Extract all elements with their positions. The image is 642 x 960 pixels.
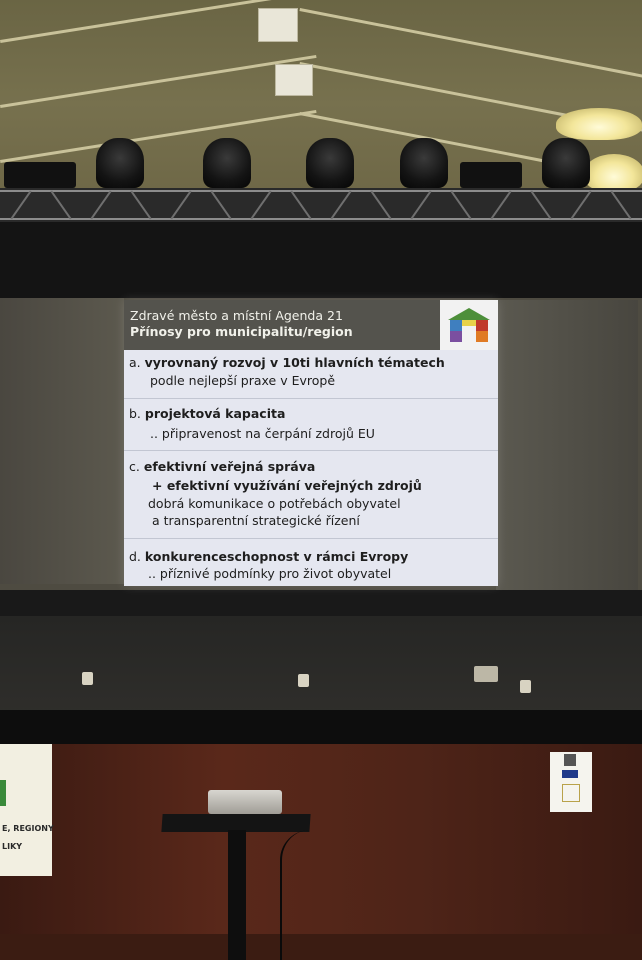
slide-header-title: Zdravé město a místní Agenda 21 [130, 308, 343, 323]
slide-item-marker: c. [129, 459, 140, 474]
slide-item-heading: vyrovnaný rozvoj v 10ti hlavních tématech [144, 355, 445, 370]
truss-brace [50, 191, 71, 220]
slide-header-subtitle: Přínosy pro municipalitu/region [130, 324, 353, 339]
ceiling-lamp [556, 108, 642, 140]
ceiling-fixture [258, 8, 298, 42]
screen-right-area [496, 300, 638, 590]
slide-item-c-text: a transparentní strategické řízení [148, 513, 360, 528]
slide-item-heading: konkurenceschopnost v rámci Evropy [144, 549, 409, 564]
eu-flag-icon [562, 770, 578, 778]
truss-brace [530, 191, 551, 220]
slide-separator [124, 398, 498, 399]
cable [280, 830, 322, 960]
slide-item-d-text: .. příznivé podmínky pro život obyvatel [148, 566, 392, 581]
truss-brace [570, 191, 591, 220]
slide-item-c-title2: + efektivní využívání veřejných zdrojů [152, 478, 422, 493]
slide-item-marker: a. [129, 355, 141, 370]
power-adapter [474, 666, 498, 682]
truss-brace [250, 191, 271, 220]
slide-item-heading: efektivní veřejná správa [143, 459, 316, 474]
slide-separator [124, 450, 498, 451]
stage-light-box [4, 162, 76, 188]
truss-brace [290, 191, 311, 220]
ceiling-beam [299, 8, 642, 80]
truss-brace [210, 191, 231, 220]
stage-edge [0, 710, 642, 746]
stage-light [306, 138, 354, 188]
right-sign [550, 752, 592, 812]
projected-slide [124, 300, 498, 586]
slide-item-b-title [129, 406, 285, 422]
slide-item-d-title [129, 549, 408, 565]
truss-rail [0, 218, 642, 220]
agenda21-logo [440, 300, 498, 350]
truss-brace [130, 191, 151, 220]
stage-back-wall [0, 616, 642, 716]
ceiling-fixture [275, 64, 313, 96]
slide-separator [124, 538, 498, 539]
sign-logo-icon [564, 754, 576, 766]
wall-socket [298, 674, 309, 687]
slide-header [124, 300, 440, 350]
ceiling-beam [0, 110, 317, 163]
slide-item-heading: projektová kapacita [144, 406, 286, 421]
ceiling-beam [0, 55, 317, 108]
stage-light-box [460, 162, 522, 188]
truss-brace [410, 191, 431, 220]
truss-brace [370, 191, 391, 220]
slide-item-a-title [129, 355, 445, 371]
truss-brace [90, 191, 111, 220]
slide-item-c-text: dobrá komunikace o potřebách obyvatel [148, 496, 401, 511]
truss-brace [610, 191, 631, 220]
stage-light [96, 138, 144, 188]
truss-brace [10, 191, 31, 220]
screen-left-area [0, 298, 124, 584]
wall-socket [82, 672, 93, 685]
upper-wall [0, 222, 642, 300]
slide-item-marker: d. [129, 549, 141, 564]
ceiling-beam [0, 0, 297, 43]
stage-light [203, 138, 251, 188]
wall-socket [520, 680, 531, 693]
projector [208, 790, 282, 814]
truss-brace [490, 191, 511, 220]
banner-text: LIKY [2, 842, 23, 851]
stage-light [400, 138, 448, 188]
lectern-post [228, 830, 246, 960]
banner-text: E, REGIONY [2, 824, 54, 833]
truss-brace [330, 191, 351, 220]
sign-emblem-icon [562, 784, 580, 802]
left-banner [0, 744, 52, 876]
truss-brace [170, 191, 191, 220]
house-logo-icon [440, 300, 498, 350]
truss-rail [0, 190, 642, 192]
lighting-truss [0, 188, 642, 222]
slide-item-a-text: podle nejlepší praxe v Evropě [150, 373, 336, 388]
slide-item-marker: b. [129, 406, 141, 421]
stage-light [542, 138, 590, 188]
slide-item-b-text: .. připravenost na čerpání zdrojů EU [150, 426, 375, 441]
slide-item-c-title [129, 459, 315, 475]
ceiling-lamp [584, 154, 642, 192]
banner-logo-icon [0, 780, 6, 806]
truss-brace [450, 191, 471, 220]
